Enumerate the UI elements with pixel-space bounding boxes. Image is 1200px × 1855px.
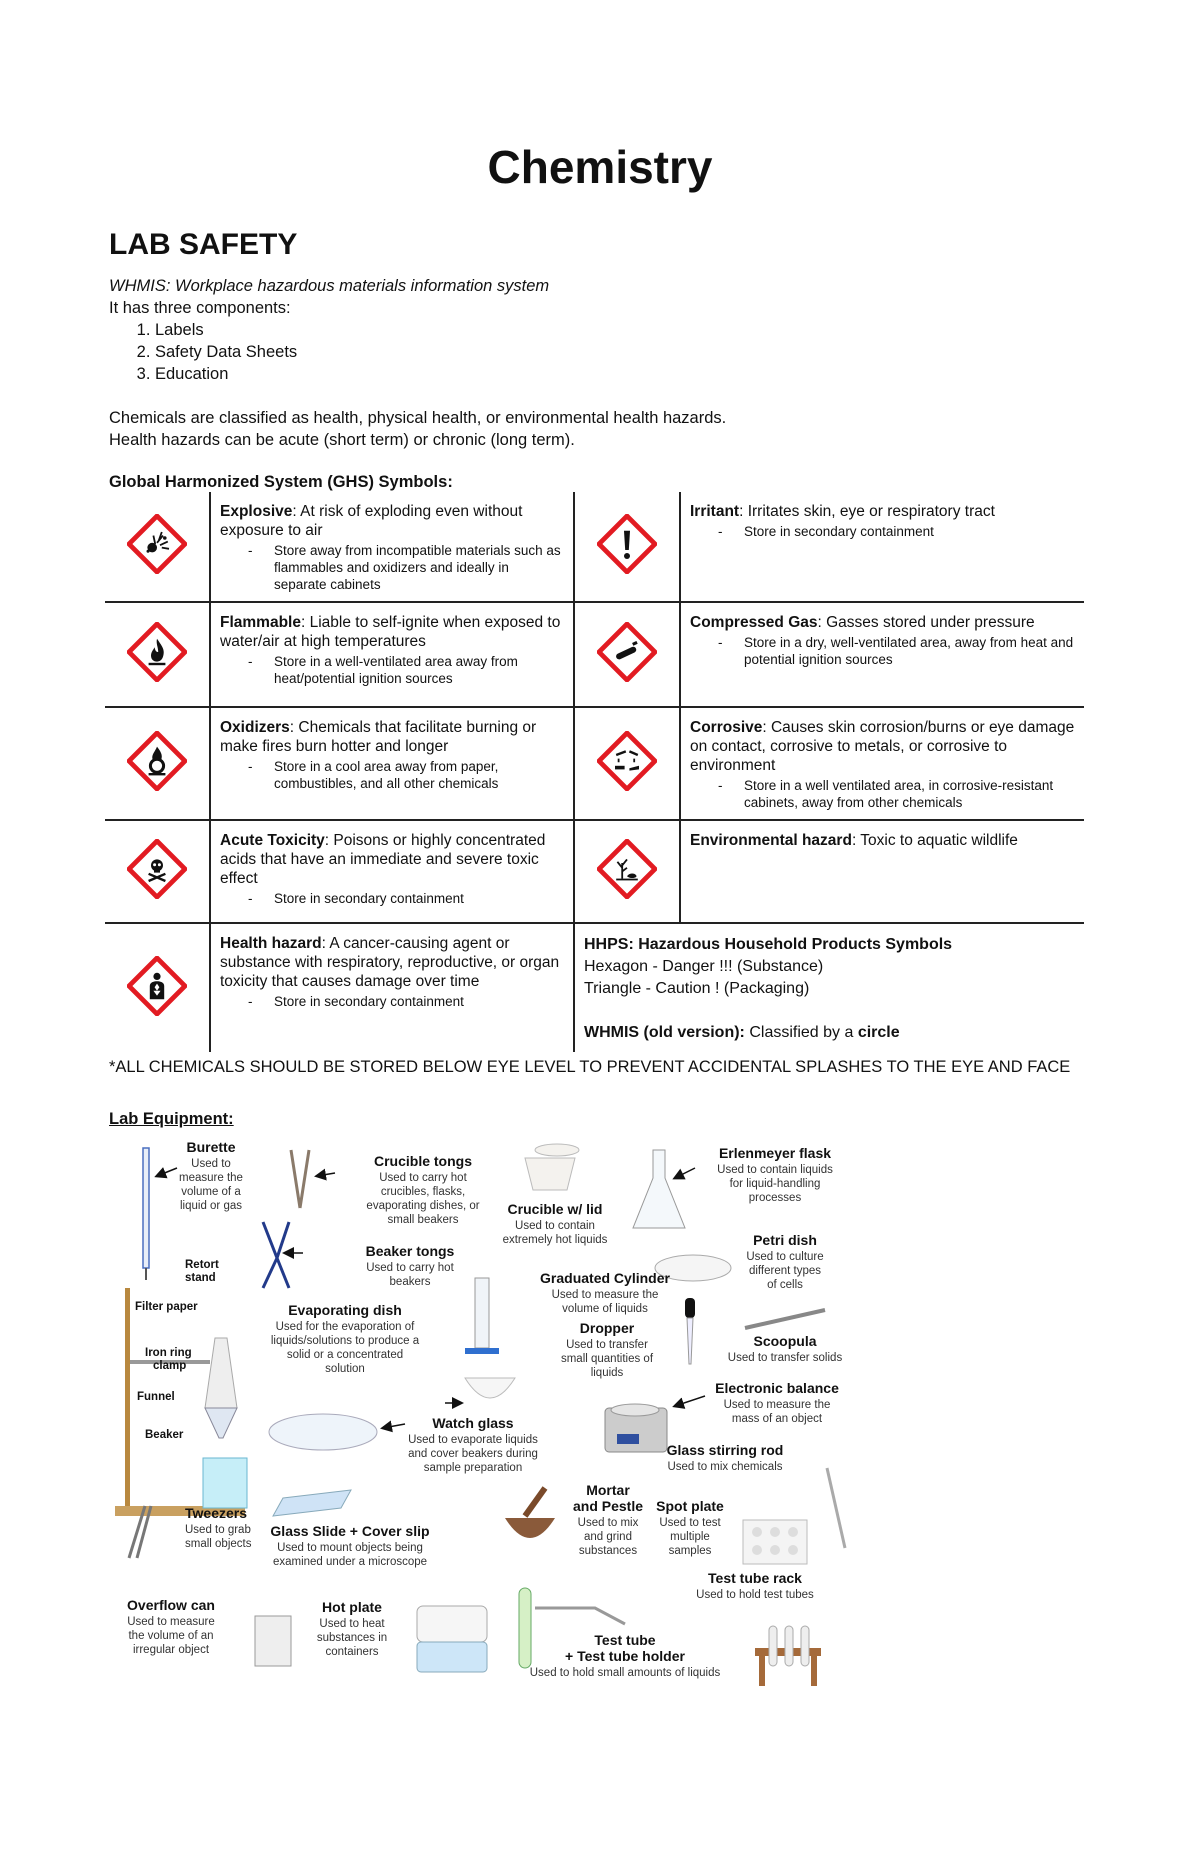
svg-text:Test tube: Test tube	[594, 1632, 656, 1648]
svg-text:processes: processes	[748, 1192, 802, 1204]
svg-text:Used to evaporate liquids: Used to evaporate liquids	[408, 1434, 538, 1446]
svg-text:liquids: liquids	[590, 1367, 624, 1379]
storage-note: Store in a well ventilated area, in corrosive-resistant cabinets, away from other chemicals	[744, 778, 1054, 810]
storage-note: Store in secondary containment	[274, 891, 464, 906]
svg-text:irregular object: irregular object	[132, 1644, 210, 1656]
components-intro: It has three components:	[109, 299, 291, 317]
storage-note: Store in a dry, well-ventilated area, away from heat and potential ignition sources	[744, 635, 1074, 667]
svg-text:small quantities of: small quantities of	[560, 1353, 654, 1365]
svg-text:Used to culture: Used to culture	[746, 1251, 824, 1263]
svg-text:Used to contain: Used to contain	[515, 1220, 595, 1232]
skull-crossbones-icon	[127, 839, 187, 899]
environment-icon	[597, 839, 657, 899]
svg-text:Glass stirring rod: Glass stirring rod	[666, 1442, 784, 1458]
svg-text:Mortar: Mortar	[586, 1482, 630, 1498]
erlenmeyer-illustration	[633, 1150, 695, 1228]
svg-text:volume of liquids: volume of liquids	[562, 1303, 648, 1315]
svg-text:Used to measure the: Used to measure the	[551, 1289, 659, 1301]
svg-text:stand: stand	[185, 1272, 216, 1284]
hazard-name: Acute Toxicity	[220, 832, 325, 849]
gas-cylinder-icon	[597, 622, 657, 682]
glass-slide-illustration	[273, 1490, 351, 1516]
svg-text:Used to test: Used to test	[659, 1517, 721, 1529]
svg-text:clamp: clamp	[153, 1360, 187, 1372]
svg-text:Spot plate: Spot plate	[656, 1498, 724, 1514]
svg-text:Scoopula: Scoopula	[753, 1333, 817, 1349]
svg-text:Crucible tongs: Crucible tongs	[373, 1153, 473, 1169]
svg-text:Watch glass: Watch glass	[432, 1415, 514, 1431]
svg-text:Electronic balance: Electronic balance	[715, 1380, 839, 1396]
svg-text:Used to: Used to	[191, 1158, 231, 1170]
hazard-name: Environmental hazard	[690, 832, 852, 849]
table-row: Health hazard: A cancer-causing agent or substance with respiratory, reproductive, or organ toxicity that causes damage over time - Store in secondary containment HHPS: Hazardous Household Products Symbols Hexagon - Danger !!! (Substance) Triangle - Caution ! (Packaging) WHMIS (old version): Classified by a circle	[105, 923, 1084, 1052]
svg-text:Used to grab: Used to grab	[185, 1524, 251, 1536]
storage-note: Store away from incompatible materials such as flammables and oxidizers and ideally in separate cabinets	[274, 543, 561, 592]
health-hazard-icon	[127, 956, 187, 1016]
svg-text:for liquid-handling: for liquid-handling	[729, 1178, 821, 1190]
corrosion-icon	[597, 731, 657, 791]
hazard-name: Explosive	[220, 503, 293, 520]
svg-text:Used to measure the: Used to measure the	[723, 1399, 831, 1411]
svg-text:liquids/solutions to produce a: liquids/solutions to produce a	[270, 1335, 420, 1347]
svg-text:Test tube rack: Test tube rack	[708, 1570, 802, 1586]
hazard-name: Flammable	[220, 614, 301, 631]
svg-text:Used to contain liquids: Used to contain liquids	[717, 1164, 833, 1176]
svg-text:samples: samples	[668, 1545, 712, 1557]
svg-text:Used to hold small amounts of: Used to hold small amounts of liquids	[529, 1667, 721, 1679]
svg-text:small objects: small objects	[185, 1538, 252, 1550]
test-tube-rack-illustration	[755, 1626, 821, 1686]
svg-text:substances: substances	[578, 1545, 638, 1557]
svg-text:evaporating dishes, or: evaporating dishes, or	[366, 1200, 480, 1212]
hazard-name: Corrosive	[690, 719, 763, 736]
storage-note: Store in secondary containment	[274, 994, 464, 1009]
spot-plate-illustration	[743, 1520, 807, 1564]
svg-text:Used to carry hot: Used to carry hot	[366, 1262, 454, 1274]
svg-text:solution: solution	[325, 1363, 365, 1375]
health-hazard-paragraph: Health hazards can be acute (short term) or chronic (long term).	[109, 431, 575, 449]
hazard-name: Irritant	[690, 503, 740, 520]
svg-text:beakers: beakers	[389, 1276, 431, 1288]
svg-text:Glass Slide + Cover slip: Glass Slide + Cover slip	[270, 1523, 430, 1539]
svg-text:Used to mix: Used to mix	[577, 1517, 639, 1529]
list-item: 3. Education	[155, 363, 1109, 385]
mortar-pestle-illustration	[505, 1488, 555, 1538]
hhps-cell	[574, 923, 1084, 1052]
svg-text:containers: containers	[325, 1646, 379, 1658]
svg-text:Iron ring: Iron ring	[145, 1347, 192, 1359]
svg-text:sample preparation: sample preparation	[423, 1462, 523, 1474]
retort-stand-illustration	[115, 1288, 247, 1516]
whmis-definition: WHMIS: Workplace hazardous materials information system	[109, 277, 550, 295]
flame-icon	[127, 622, 187, 682]
svg-text:Used to transfer solids: Used to transfer solids	[727, 1352, 843, 1364]
list-item: 2. Safety Data Sheets	[155, 341, 1109, 363]
svg-text:Used for the evaporation of: Used for the evaporation of	[275, 1321, 415, 1333]
svg-text:of cells: of cells	[767, 1279, 803, 1291]
svg-text:Used to mix chemicals: Used to mix chemicals	[667, 1461, 783, 1473]
svg-text:Erlenmeyer flask: Erlenmeyer flask	[718, 1145, 832, 1161]
hazard-name: Health hazard	[220, 935, 322, 952]
overflow-can-illustration	[255, 1616, 291, 1666]
svg-text:Petri dish: Petri dish	[753, 1232, 817, 1248]
hazard-name: Compressed Gas	[690, 614, 818, 631]
flame-over-circle-icon	[127, 731, 187, 791]
exploding-bomb-icon	[127, 514, 187, 574]
svg-text:and Pestle: and Pestle	[572, 1498, 644, 1514]
section-heading: LAB SAFETY	[109, 228, 298, 261]
svg-text:substances in: substances in	[316, 1632, 388, 1644]
svg-text:mass of an object: mass of an object	[731, 1413, 823, 1425]
list-item: 1. Labels	[155, 319, 1109, 341]
scoopula-illustration	[745, 1310, 825, 1328]
svg-text:Used to hold test tubes: Used to hold test tubes	[696, 1589, 814, 1601]
svg-text:Evaporating dish: Evaporating dish	[288, 1302, 402, 1318]
svg-text:Beaker tongs: Beaker tongs	[365, 1243, 455, 1259]
svg-text:Used to heat: Used to heat	[319, 1618, 385, 1630]
stirring-rod-illustration	[827, 1468, 845, 1548]
ghs-table	[105, 492, 1084, 1052]
table-row: Acute Toxicity: Poisons or highly concentrated acids that have an immediate and severe toxic effect - Store in secondary containment Environmental hazard: Toxic to aquatic wildlife	[105, 820, 1084, 923]
svg-text:Hot plate: Hot plate	[322, 1599, 382, 1615]
svg-text:and cover beakers during: and cover beakers during	[408, 1448, 538, 1460]
svg-text:solid or a concentrated: solid or a concentrated	[286, 1349, 404, 1361]
svg-text:Beaker: Beaker	[145, 1429, 184, 1441]
storage-note: Store in a cool area away from paper, combustibles, and all other chemicals	[274, 759, 499, 791]
intro-block	[109, 275, 1109, 451]
burette-illustration	[143, 1148, 177, 1280]
svg-text:Used to carry hot: Used to carry hot	[379, 1172, 467, 1184]
svg-text:the volume of an: the volume of an	[128, 1630, 214, 1642]
evaporating-dish-illustration	[445, 1378, 515, 1403]
svg-text:liquid or gas: liquid or gas	[179, 1200, 243, 1212]
hazard-name: Oxidizers	[220, 719, 290, 736]
storage-note: Store in secondary containment	[744, 524, 934, 539]
svg-text:measure the: measure the	[179, 1172, 243, 1184]
svg-text:Used to measure: Used to measure	[127, 1616, 215, 1628]
svg-text:extremely hot liquids: extremely hot liquids	[502, 1234, 608, 1246]
hot-plate-illustration	[417, 1606, 487, 1672]
exclamation-mark-icon	[597, 514, 657, 574]
table-row: Flammable: Liable to self-ignite when exposed to water/air at high temperatures - Store in a well-ventilated area away from heat/potential ignition sources Compressed Gas: Gasses stored under pressure - Store in a dry, well-ventilated area, away from heat and potential ignition sources	[105, 602, 1084, 707]
classification-paragraph: Chemicals are classified as health, physical health, or environmental health hazards.	[109, 409, 727, 427]
hhps-hexagon: Hexagon - Danger !!! (Substance)	[584, 958, 824, 975]
svg-text:Retort: Retort	[185, 1259, 219, 1271]
svg-text:multiple: multiple	[670, 1531, 710, 1543]
hhps-triangle: Triangle - Caution ! (Packaging)	[584, 980, 810, 997]
svg-text:and grind: and grind	[584, 1531, 632, 1543]
table-row: Oxidizers: Chemicals that facilitate burning or make fires burn hotter and longer - Store in a cool area away from paper, combustibles, and all other chemicals Corrosive: Causes skin corrosion/burns or eye damage on contact, corrosive to metals, or corrosive to environment - Store in a well ventilated area, in corrosive-resistant cabinets, away from other chemicals	[105, 707, 1084, 820]
ghs-heading: Global Harmonized System (GHS) Symbols:	[109, 473, 453, 491]
page-title: Chemistry	[487, 141, 713, 193]
svg-text:Used to mount objects being: Used to mount objects being	[277, 1542, 423, 1554]
crucible-tongs-illustration	[291, 1150, 335, 1208]
storage-warning: *ALL CHEMICALS SHOULD BE STORED BELOW EYE LEVEL TO PREVENT ACCIDENTAL SPLASHES TO THE EYE AND FACE	[109, 1058, 1071, 1076]
beaker-tongs-illustration	[263, 1222, 303, 1288]
svg-text:Funnel: Funnel	[137, 1391, 175, 1403]
components-list	[109, 319, 1109, 385]
lab-equipment-infographic	[105, 1138, 875, 1708]
svg-text:volume of a: volume of a	[181, 1186, 241, 1198]
crucible-illustration	[525, 1144, 579, 1190]
svg-text:examined under a microscope: examined under a microscope	[272, 1556, 428, 1568]
svg-text:small beakers: small beakers	[387, 1214, 459, 1226]
lab-equipment-heading: Lab Equipment:	[109, 1110, 234, 1128]
watch-glass-illustration	[269, 1414, 405, 1450]
svg-text:+ Test tube holder: + Test tube holder	[565, 1648, 685, 1664]
svg-text:Dropper: Dropper	[579, 1320, 635, 1336]
svg-text:Graduated Cylinder: Graduated Cylinder	[540, 1270, 670, 1286]
whmis-old: WHMIS (old version): Classified by a circle	[584, 1024, 900, 1041]
svg-text:Tweezers: Tweezers	[185, 1505, 247, 1521]
svg-text:Overflow can: Overflow can	[127, 1597, 215, 1613]
table-row: Explosive: At risk of exploding even without exposure to air - Store away from incompatible materials such as flammables and oxidizers and ideally in separate cabinets Irritant: Irritates skin, eye or respiratory tract - Store in secondary containment	[105, 492, 1084, 602]
burette-label: Burette	[186, 1139, 236, 1155]
hhps-title: HHPS: Hazardous Household Products Symbols	[584, 936, 953, 953]
svg-text:Crucible w/ lid: Crucible w/ lid	[507, 1201, 603, 1217]
svg-text:Filter paper: Filter paper	[135, 1301, 198, 1313]
dropper-illustration	[685, 1298, 695, 1364]
svg-text:Used to transfer: Used to transfer	[566, 1339, 648, 1351]
storage-note: Store in a well-ventilated area away from heat/potential ignition sources	[274, 654, 518, 686]
svg-text:different types: different types	[748, 1265, 822, 1277]
svg-text:crucibles, flasks,: crucibles, flasks,	[380, 1186, 466, 1198]
graduated-cylinder-illustration	[465, 1278, 499, 1354]
